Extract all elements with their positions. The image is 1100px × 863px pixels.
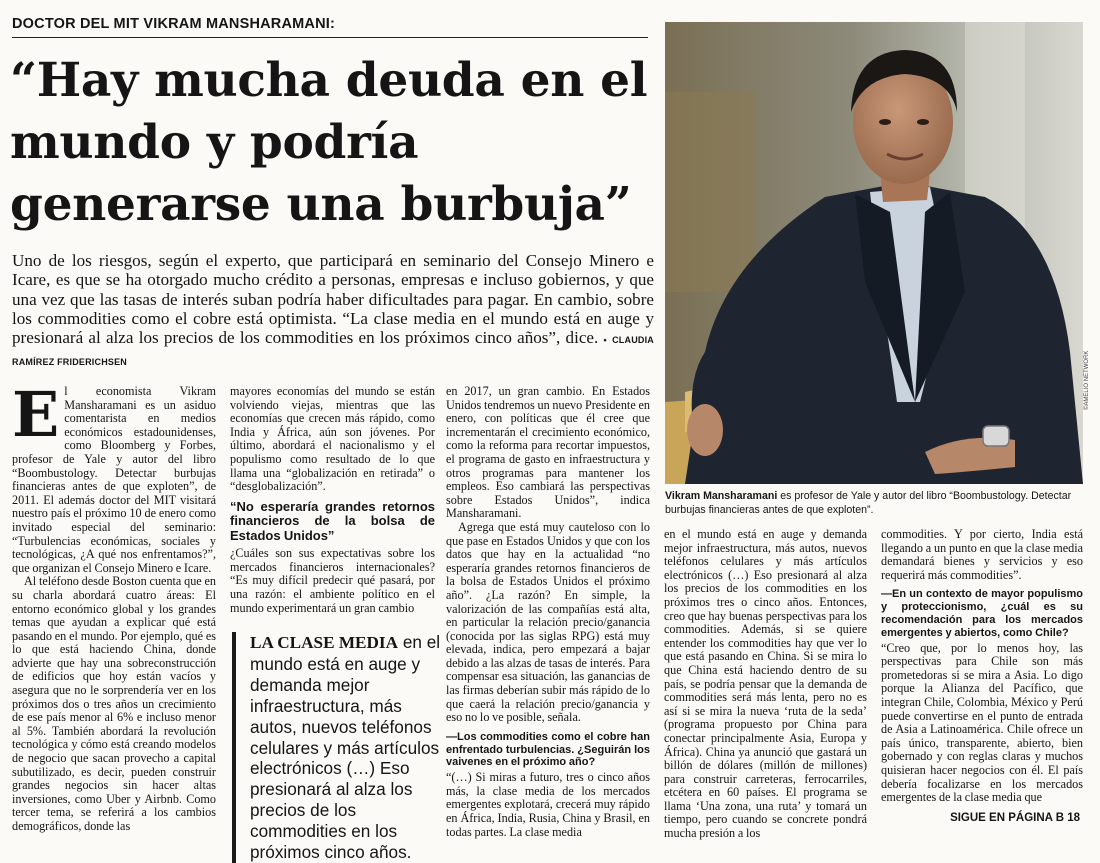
body-column-4 bbox=[664, 528, 867, 841]
deck-text: Uno de los riesgos, según el experto, que participará en seminario del Consejo Minero e Icare, es que se ha otorgado mucho crédito a personas, empresas e incluso gobiernos, y que una vez que las tasas de interés suban podría haber dificultades para pagar. En cambio, sobre los commodities como el cobre está optimista. “La clase media en el mundo está en auge y presionará al alza los precios de los commodities en los próximos cinco años”, dice. bbox=[12, 251, 654, 348]
col2-paragraph-1: mayores economías del mundo se están volviendo viejas, mientras que las economías que crecen más rápido, como India y África, aún son jóvenes. Por último, abordará el nacionalismo y el populismo como resultado de lo que llama una “globalización en retirada” o “desglobalización”. bbox=[230, 384, 435, 494]
portrait-photo bbox=[665, 22, 1083, 484]
col3-paragraph-2: Agrega que está muy cauteloso con lo que pase en Estados Unidos y que con los datos que hay en la actualidad “no esperaría grandes retornos financieros de la bolsa de Estados Unidos el próximo año”. ¿La razón? En simple, la valorización de las compañías está alta, en particular la relación precio/ganancia (conocida por las siglas RPG) está muy elevada, indica, pero empezará a bajar debido a las alzas de tasas de interés. Para compensar esa situación, las ganancias de las firmas deberían subir más rápido de lo que caerá la relación precio/ganancia y eso no lo ve posible, señala. bbox=[446, 519, 650, 725]
pull-quote-text: en el mundo está en auge y demanda mejor infraestructura, más autos, nuevos teléfonos celulares y más artículos electrónicos (…) Eso presionará al alza los precios de los commodities en los próximos cinco años. bbox=[250, 632, 441, 863]
deck bbox=[12, 251, 654, 373]
byline: CLAUDIA RAMÍREZ FRIDERICHSEN bbox=[12, 335, 654, 368]
pull-quote bbox=[232, 632, 450, 863]
col5-paragraph-1: commodities. Y por cierto, India está llegando a un punto en que la clase media demandará bienes y servicios y eso requerirá más commodities”. bbox=[881, 527, 1083, 582]
headline: “Hay mucha deuda en el mundo y podría generarse una burbuja” bbox=[10, 53, 648, 232]
body-column-3 bbox=[446, 385, 650, 839]
body-column-1 bbox=[12, 378, 216, 834]
col3-question: —Los commodities como el cobre han enfrentado turbulencias. ¿Seguirán los vaivenes en el próximo año? bbox=[446, 730, 650, 769]
body-column-2 bbox=[230, 385, 435, 615]
byline-bullet: • bbox=[603, 335, 607, 346]
caption-name: Vikram Mansharamani bbox=[665, 490, 778, 502]
caption-text: es profesor de Yale y autor del libro “Boombustology. Detectar burbujas financieras antes de que exploten”. bbox=[665, 490, 1072, 516]
col4-paragraph-1: en el mundo está en auge y demanda mejor infraestructura, más autos, nuevos teléfonos celulares y más artículos electrónicos (…) Eso presionará al alza los precios de los commodities en los próximos tres o cinco años. Entonces, creo que hay buenas perspectivas para los commodities. Además, si se quiere entender los commodities hay que ver lo que está pasando en China. Si se mira lo que China está haciendo dentro de su país, se podría pensar que la demanda de commodities será más lenta, pero no es así si se mira la nueva ‘ruta de la seda’ (programa propuesto por China para conectar principalmente Asia, Europa y África). China ya anunció que gastará un billón de dólares (millón de millones) para construir carreteras, ferrocarriles, etcétera en 60 países. El programa se llama ‘Una zona, una ruta’ y tomará un tiempo, pero cuando se concrete pondrá mucha presión a los bbox=[664, 527, 867, 841]
col5-question: —En un contexto de mayor populismo y proteccionismo, ¿cuál es su recomendación para los mercados emergentes y abiertos, como Chile? bbox=[881, 588, 1083, 639]
col2-paragraph-2: ¿Cuáles son sus expectativas sobre los mercados financieros internacionales? “Es muy difícil predecir qué pasará, por una razón: el ambiente político en el mundo experimentará un gran cambio bbox=[230, 546, 435, 615]
photo-credit: ©AMELIO NETWORK bbox=[1084, 350, 1090, 410]
col3-paragraph-3: “(…) Si miras a futuro, tres o cinco años más, la clase media de los mercados emergentes explotará, crecerá muy rápido en África, India, Rusia, China y Brasil, en todas partes. La clase media bbox=[446, 770, 650, 839]
col1-paragraph-1: l economista Vikram Mansharamani es un asiduo comentarista en medios económicos estadounidenses, como Bloomberg y Forbes, profesor de Yale y autor del libro “Boombustology. Detectar burbujas financieras antes de que exploten”, de 2011. El además doctor del MIT visitará nuestro país el próximo 10 de enero como invitado especial del seminario: “Turbulencias económicas, sociales y tecnológicas, ¿A qué nos enfrentamos?”, que organizan el Consejo Minero e Icare. bbox=[12, 384, 216, 575]
kicker: DOCTOR DEL MIT VIKRAM MANSHARAMANI: bbox=[12, 16, 648, 38]
body-column-5 bbox=[881, 528, 1083, 805]
photo-caption bbox=[665, 490, 1083, 517]
pull-quote-lead: LA CLASE MEDIA bbox=[250, 633, 399, 652]
col2-subhead: “No esperaría grandes retornos financieros de la bolsa de Estados Unidos” bbox=[230, 498, 435, 543]
col3-paragraph-1: en 2017, un gran cambio. En Estados Unidos tendremos un nuevo Presidente en enero, con políticas que él cree que incrementarán el crecimiento económico, como la reforma para recortar impuestos, el programa de gasto en infraestructura y otros programas para mantener los empleos. Eso cambiará las perspectivas sobre Estados Unidos”, indica Mansharamani. bbox=[446, 384, 650, 521]
continue-notice: SIGUE EN PÁGINA B 18 bbox=[950, 812, 1080, 824]
col5-paragraph-2: “Creo que, por lo menos hoy, las perspectivas para Chile son más prometedoras si se mira a Asia. Lo digo porque la Alianza del Pacífico, que integran Chile, Colombia, México y Perú puede convertirse en el punto de entrada de Asia a Latinoamérica. Chile ofrece un país único, transparente, abierto, bien gobernado y con reglas claras y muchos quisieran hacer negocios con él. El país debería focalizarse en los mercados emergentes de la clase media que bbox=[881, 640, 1083, 805]
drop-cap: E bbox=[12, 378, 60, 451]
col1-paragraph-2: Al teléfono desde Boston cuenta que en su charla abordará cuatro áreas: El entorno económico global y los grandes temas que ayudan a explicar qué está pasando en el mundo. Por ejemplo, qué es lo que está haciendo China, donde advierte que hay una sobreconstrucción de edificios que hoy están vacíos y asegura que no le sorprendería ver en los próximos dos o tres años un crecimiento de ese país menor al 6% e incluso menor al 5%. También abordará la revolución tecnológica y cómo está creando modelos de negocio que sacan provecho a capital subutilizado, es decir, pueden construir grandes negocios sin hacer altas inversiones, como Uber y Airbnb. Como tercer tema, se referirá a los cambios demográficos, donde las bbox=[12, 574, 216, 833]
